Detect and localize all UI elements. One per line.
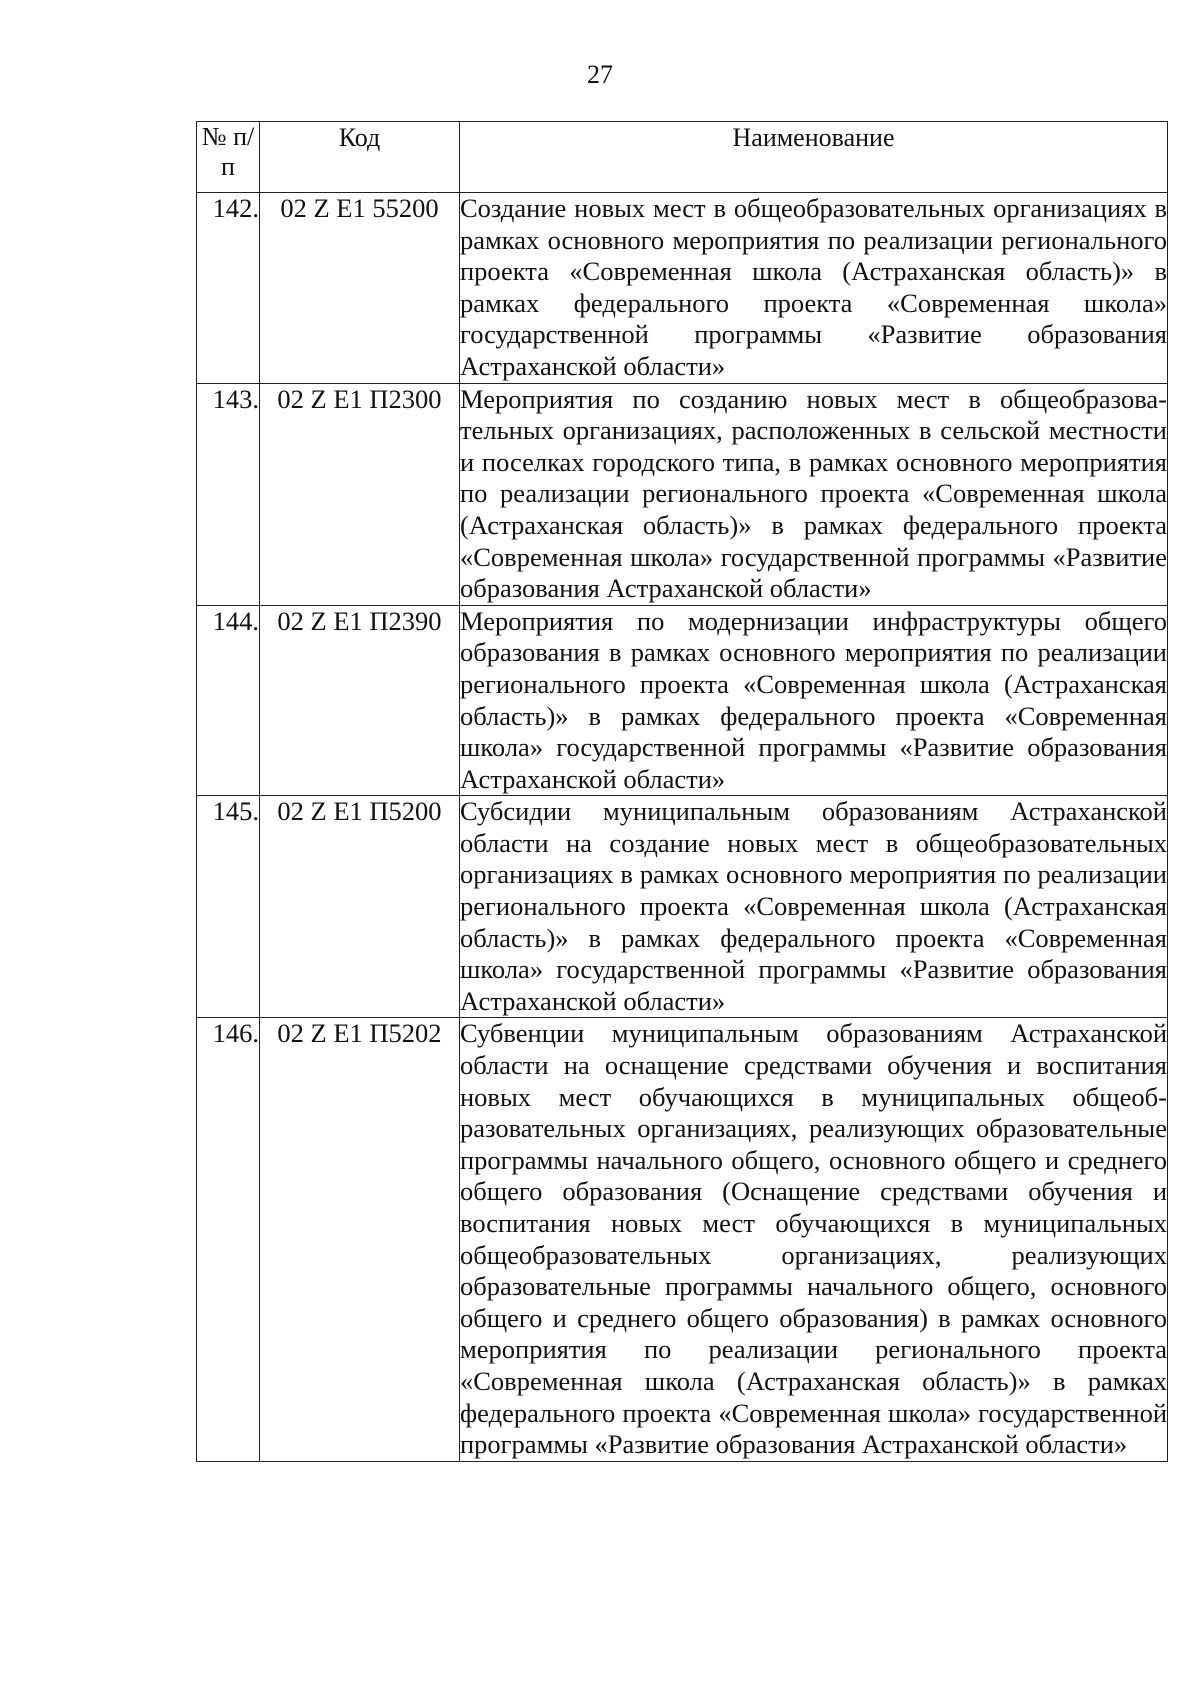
row-code: 02 Z E1 П5202 [260, 1018, 460, 1461]
header-name: Наименование [460, 122, 1168, 193]
header-code: Код [260, 122, 460, 193]
row-number: 145. [197, 796, 260, 1018]
row-number: 142. [197, 193, 260, 384]
row-name: Создание новых мест в общеобразовательных организациях в рамках основного мероприятия по реализации регионального проекта «Современная школа (Астраханская область)» в рамках федерального проекта «Современная школа» государственной программы «Развитие образования Астраханской области» [460, 193, 1168, 384]
row-name: Субсидии муниципальным образованиям Астраханской области на создание новых мест в общеобразовательных организациях в рамках основного мероприятия по реализации регионального проекта «Современная школа (Астраханская область)» в рамках федерального проекта «Современная школа» государственной программы «Развитие образования Астраханской области» [460, 796, 1168, 1018]
row-code: 02 Z E1 П2300 [260, 383, 460, 605]
header-num: № п/п [197, 122, 260, 193]
classification-table [196, 121, 1168, 1462]
row-number: 146. [197, 1018, 260, 1461]
table-row [197, 796, 1168, 1018]
table-row [197, 383, 1168, 605]
page-number: 27 [587, 60, 613, 89]
row-number: 143. [197, 383, 260, 605]
row-code: 02 Z E1 П5200 [260, 796, 460, 1018]
table-row [197, 1018, 1168, 1461]
row-name: Мероприятия по созданию новых мест в общеобразовательных организациях, расположенных в сельской местности и поселках городского типа, в рамках основного мероприятия по реализации регионального проекта «Современная школа (Астраханская область)» в рамках федерального проекта «Современная школа» государственной программы «Развитие образования Астраханской области» [460, 383, 1168, 605]
row-name: Субвенции муниципальным образованиям Астраханской области на оснащение средствами обучения и воспитания новых мест обучающихся в муниципальных общеобразовательных организациях, реализующих образовательные программы начального общего, основного общего и среднего общего образования (Оснащение средствами обучения и воспитания новых мест обучающихся в муниципальных общеобразовательных организациях, реализующих образовательные программы начального общего, основного общего и среднего общего образования) в рамках основного мероприятия по реализации регионального проекта «Современная школа (Астраханская область)» в рамках федерального проекта «Современная школа» государственной программы «Развитие образования Астраханской области» [460, 1018, 1168, 1461]
row-number: 144. [197, 605, 260, 796]
row-name: Мероприятия по модернизации инфраструктуры общего образования в рамках основного мероприятия по реализации регионального проекта «Современная школа (Астраханская область)» в рамках федерального проекта «Современная школа» государственной программы «Развитие образования Астраханской области» [460, 605, 1168, 796]
row-code: 02 Z E1 П2390 [260, 605, 460, 796]
table-row [197, 605, 1168, 796]
row-code: 02 Z E1 55200 [260, 193, 460, 384]
table-header-row [197, 122, 1168, 193]
table-row [197, 193, 1168, 384]
